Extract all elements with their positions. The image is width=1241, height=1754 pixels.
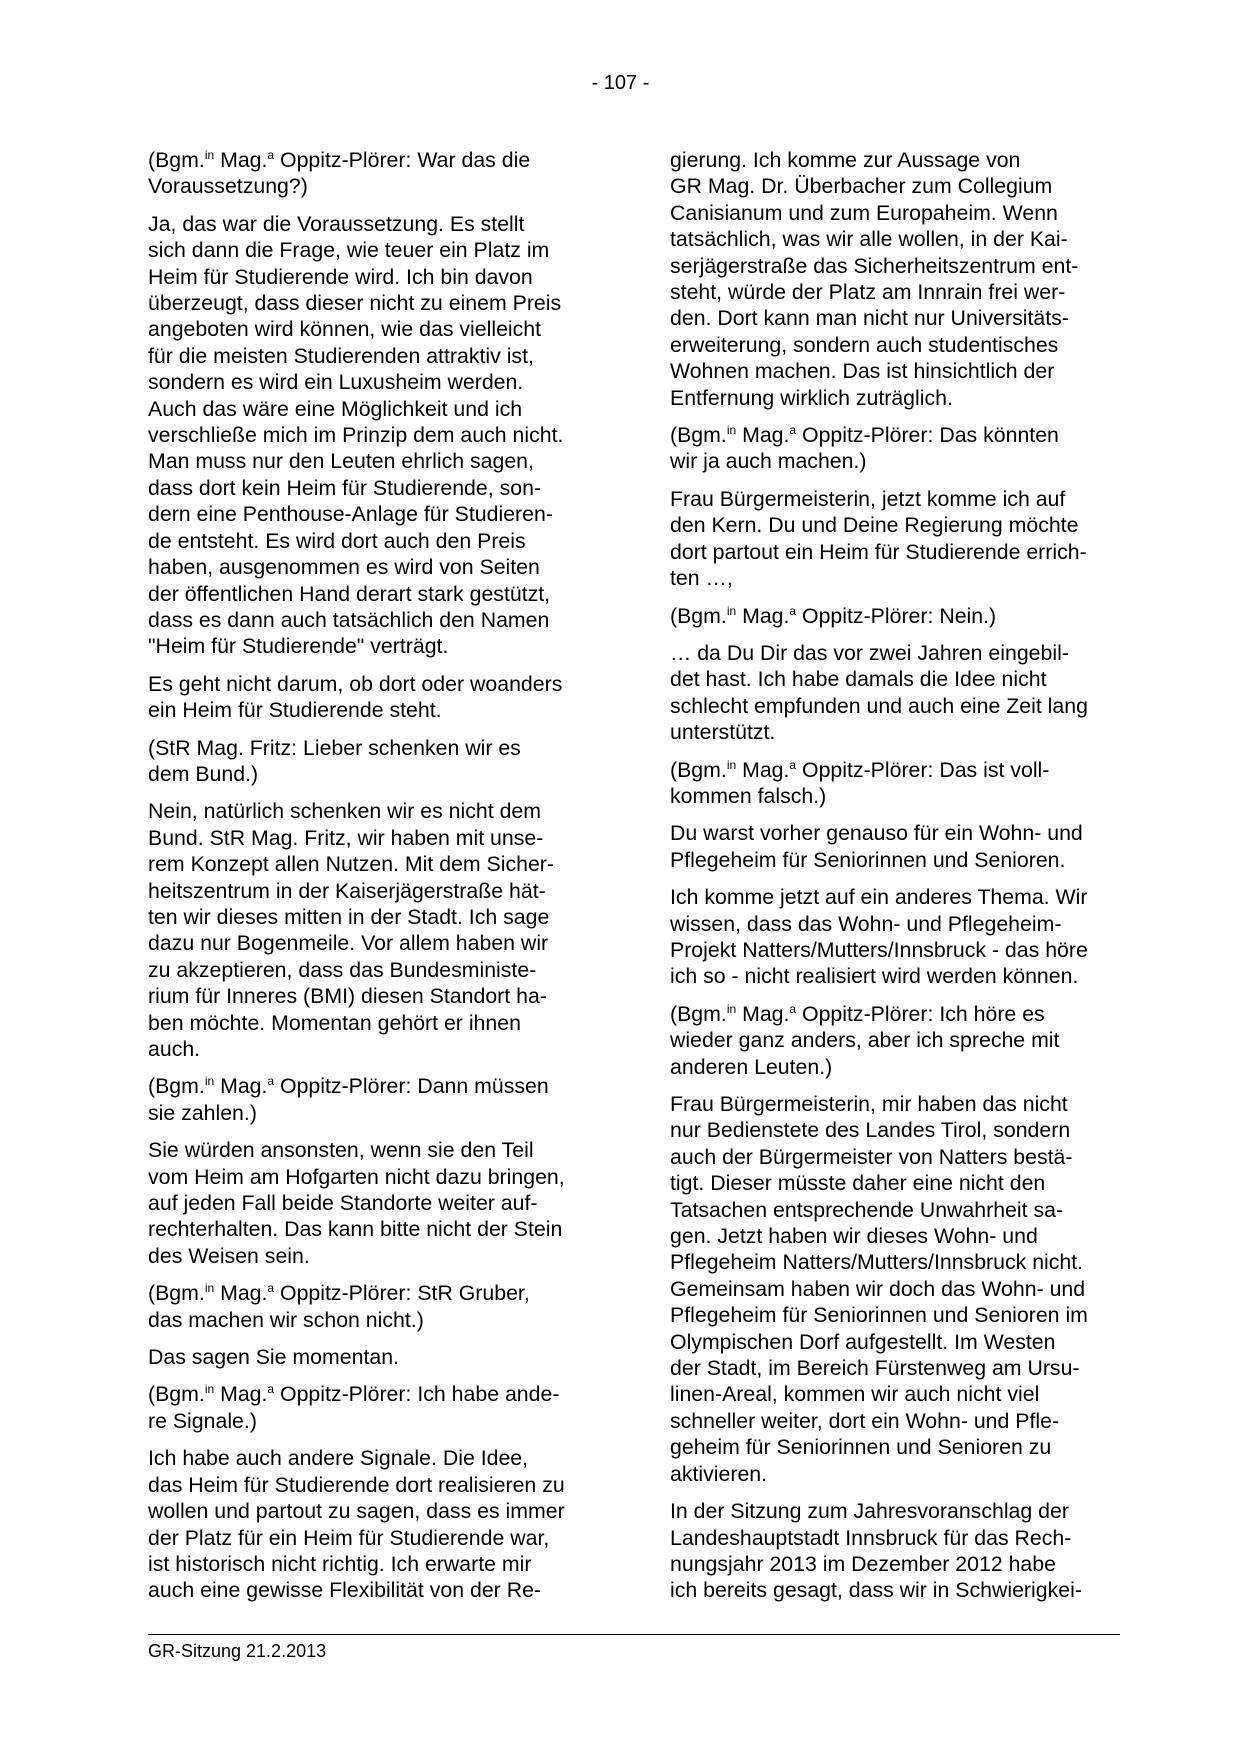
body-paragraph: Nein, natürlich schenken wir es nicht dem Bund. StR Mag. Fritz, wir haben mit unse- rem Konzept allen Nutzen. Mit dem Sicher- heitszentrum in der Kaiserjägerstraße hät- ten wir dieses mitten in der Stadt. Ich sage dazu nur Bogenmeile. Vor allem haben wir zu akzeptieren, dass das Bundesministe- rium für Inneres (BMI) diesen Standort ha- ben möchte. Momentan gehört er ihnen auch. (148, 799, 554, 1061)
body-paragraph: … da Du Dir das vor zwei Jahren eingebil- det hast. Ich habe damals die Idee nicht schlecht empfunden und auch eine Zeit lang unterstützt. (670, 640, 1088, 745)
interjection-paragraph: (Bgm.$^{in}$ Mag.$^a$ Oppitz-Plörer: StR Gruber, das machen wir schon nicht.) (148, 1281, 530, 1332)
right-column (670, 147, 1120, 1615)
body-paragraph: Ich habe auch andere Signale. Die Idee, das Heim für Studierende dort realisieren zu wollen und partout zu sagen, dass es immer der Platz für ein Heim für Studierende war, ist historisch nicht richtig. Ich erwarte mir auch eine gewisse Flexibilität von der Re- (148, 1446, 565, 1603)
interjection-paragraph: (Bgm.$^{in}$ Mag.$^a$ Oppitz-Plörer: Nein.) (670, 603, 997, 628)
interjection-paragraph: (Bgm.$^{in}$ Mag.$^a$ Oppitz-Plörer: Dann müssen sie zahlen.) (148, 1074, 549, 1125)
body-paragraph: (StR Mag. Fritz: Lieber schenken wir es dem Bund.) (148, 735, 521, 786)
body-paragraph: Frau Bürgermeisterin, jetzt komme ich auf den Kern. Du und Deine Regierung möchte dort partout ein Heim für Studierende errich- ten …, (670, 486, 1087, 591)
body-paragraph: Ich komme jetzt auf ein anderes Thema. Wir wissen, dass das Wohn- und Pflegeheim- Projekt Natters/Mutters/Innsbruck - das höre ich so - nicht realisiert wird werden können. (670, 885, 1088, 989)
speaker-name: Bgm.$^{in}$ Mag.$^a$ Oppitz-Plörer (155, 1281, 406, 1306)
left-column (148, 147, 598, 1615)
body-paragraph: Ja, das war die Voraussetzung. Es stellt sich dann die Frage, wie teuer ein Platz im Heim für Studierende wird. Ich bin davon überzeugt, dass dieser nicht zu einem Preis angeboten wird können, wie das vielleicht für die meisten Studierenden attraktiv ist, sondern es wird ein Luxusheim werden. Auch das wäre eine Möglichkeit und ich verschließe mich im Prinzip dem auch nicht. Man muss nur den Leuten ehrlich sagen, dass dort kein Heim für Studierende, son- dern eine Penthouse-Anlage für Studieren- de entsteht. Es wird dort auch den Preis haben, ausgenommen es wird von Seiten der öffentlichen Hand derart stark gestützt, dass es dann auch tatsächlich den Namen "Heim für Studierende" verträgt. (148, 211, 564, 659)
interjection-text: Das ist voll- kommen falsch.) (670, 757, 1050, 808)
footer-text: GR-Sitzung 21.2.2013 (148, 1641, 327, 1661)
interjection-paragraph: (Bgm.$^{in}$ Mag.$^a$ Oppitz-Plörer: Ich höre es wieder ganz anders, aber ich spreche mit anderen Leuten.) (670, 1001, 1060, 1079)
speaker-name: Bgm.$^{in}$ Mag.$^a$ Oppitz-Plörer (155, 148, 406, 172)
interjection-paragraph: (Bgm.$^{in}$ Mag.$^a$ Oppitz-Plörer: Ich habe ande- re Signale.) (148, 1382, 560, 1433)
page-number: - 107 - (591, 72, 650, 94)
interjection-paragraph: (Bgm.$^{in}$ Mag.$^a$ Oppitz-Plörer: Das könnten wir ja auch machen.) (670, 423, 1059, 474)
body-paragraph: Es geht nicht darum, ob dort oder woanders ein Heim für Studierende steht. (148, 671, 563, 723)
body-paragraph: Frau Bürgermeisterin, mir haben das nicht nur Bedienstete des Landes Tirol, sondern auch der Bürgermeister von Natters bestä- tigt. Dieser müsste daher eine nicht den Tatsachen entsprechende Unwahrheit sa- gen. Jetzt haben wir dieses Wohn- und Pflegeheim Natters/Mutters/Innsbruck nicht. Gemeinsam haben wir doch das Wohn- und Pflegeheim für Seniorinnen und Senioren im Olympischen Dorf aufgestellt. Im Westen der Stadt, im Bereich Fürstenweg am Ursu- linen-Areal, kommen wir auch nicht viel schneller weiter, dort ein Wohn- und Pfle- geheim für Seniorinnen und Senioren zu aktivieren. (670, 1092, 1088, 1486)
speaker-name: Bgm.$^{in}$ Mag.$^a$ Oppitz-Plörer (677, 603, 928, 628)
interjection-paragraph: (Bgm.$^{in}$ Mag.$^a$ Oppitz-Plörer: War das die Voraussetzung?) (148, 148, 531, 199)
interjection-text: Ich höre es wieder ganz anders, aber ich spreche mit anderen Leuten.) (670, 1001, 1060, 1079)
footer-divider (148, 1634, 1120, 1635)
interjection-paragraph: (Bgm.$^{in}$ Mag.$^a$ Oppitz-Plörer: Das ist voll- kommen falsch.) (670, 757, 1050, 808)
body-paragraph: Das sagen Sie momentan. (148, 1345, 399, 1370)
speaker-name: Bgm.$^{in}$ Mag.$^a$ Oppitz-Plörer (677, 757, 928, 782)
interjection-text: Nein.) (939, 603, 997, 628)
body-paragraph: gierung. Ich komme zur Aussage von GR Mag. Dr. Überbacher zum Collegium Canisianum und zum Europaheim. Wenn tatsächlich, was wir alle wollen, in der Kai- serjägerstraße das Sicherheitszentrum ent- steht, würde der Platz am Innrain frei wer- den. Dort kann man nicht nur Universitäts- erweiterung, sondern auch studentisches Wohnen machen. Das ist hinsichtlich der Entfernung wirklich zuträglich. (670, 148, 1079, 410)
body-paragraph: Sie würden ansonsten, wenn sie den Teil vom Heim am Hofgarten nicht dazu bringen, auf jeden Fall beide Standorte weiter auf- rechterhalten. Das kann bitte nicht der Stein des Weisen sein. (148, 1138, 565, 1268)
interjection-text: Das könnten wir ja auch machen.) (670, 423, 1059, 474)
interjection-text: War das die Voraussetzung?) (148, 148, 531, 199)
body-paragraph: Du warst vorher genauso für ein Wohn- und Pflegeheim für Seniorinnen und Senioren. (670, 821, 1083, 872)
speaker-name: Bgm.$^{in}$ Mag.$^a$ Oppitz-Plörer (155, 1074, 406, 1099)
speaker-name: Bgm.$^{in}$ Mag.$^a$ Oppitz-Plörer (155, 1382, 406, 1407)
interjection-text: Dann müssen sie zahlen.) (148, 1074, 549, 1125)
body-paragraph: In der Sitzung zum Jahresvoranschlag der Landeshauptstadt Innsbruck für das Rech- nungsjahr 2013 im Dezember 2012 habe ich bereits gesagt, dass wir in Schwierigkei- (670, 1499, 1082, 1603)
speaker-name: Bgm.$^{in}$ Mag.$^a$ Oppitz-Plörer (677, 1001, 928, 1026)
interjection-text: StR Gruber, das machen wir schon nicht.) (148, 1281, 530, 1332)
interjection-text: Ich habe ande- re Signale.) (148, 1382, 560, 1433)
speaker-name: Bgm.$^{in}$ Mag.$^a$ Oppitz-Plörer (677, 423, 928, 448)
